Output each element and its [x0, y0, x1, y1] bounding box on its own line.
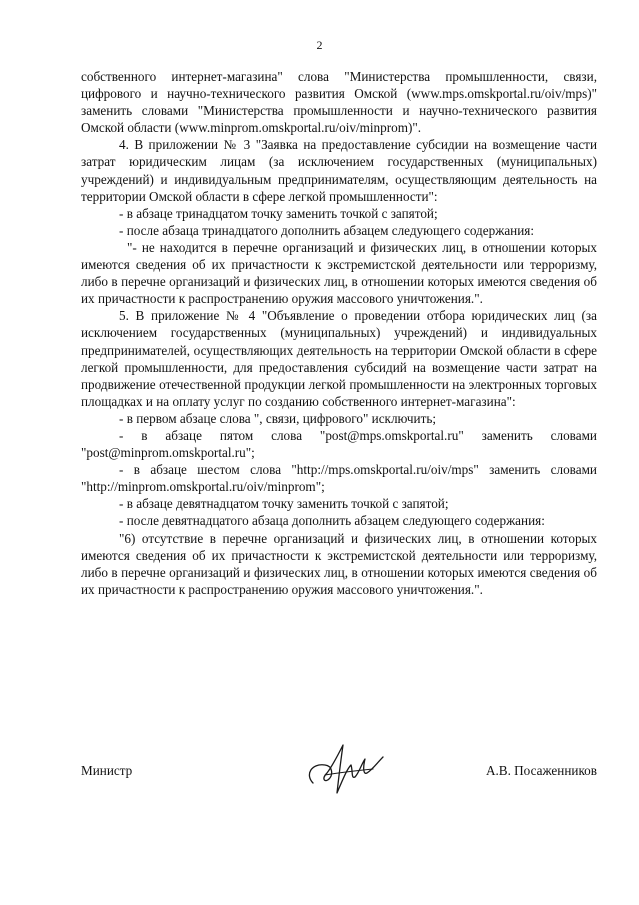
- paragraph-continuation: собственного интернет-магазина" слова "Министерства промышленности, связи, цифрового и научно-технического развития Омской (www.mps.omskportal.ru/oiv/mps)" заменить словами "Министерства промышленности и научно-технического развития Омской области (www.minprom.omskportal.ru/oiv/minprom)".: [81, 69, 597, 136]
- paragraph-amendment: - в первом абзаце слова ", связи, цифрового" исключить;: [119, 410, 437, 426]
- paragraph-amendment: - после девятнадцатого абзаца дополнить абзацем следующего содержания:: [119, 513, 545, 529]
- document-body: [81, 68, 597, 598]
- page-number: 2: [316, 38, 323, 52]
- paragraph-amendment: - в абзаце тринадцатом точку заменить точкой с запятой;: [119, 205, 438, 221]
- paragraph-quoted-text: "- не находится в перечне организаций и физических лиц, в отношении которых имеются сведения об их причастности к экстремистской деятельности или терроризму, либо в перечне организаций и физических лиц, в отношении которых имеются сведения об их причастности к распространению оружия массового уничтожения.".: [81, 239, 597, 307]
- signer-title: Министр: [81, 763, 133, 778]
- handwritten-signature: [303, 735, 393, 805]
- paragraph-amendment: - в абзаце девятнадцатом точку заменить точкой с запятой;: [119, 496, 449, 512]
- signature-block: [81, 763, 597, 823]
- paragraph-item-4: 4. В приложении № 3 "Заявка на предоставление субсидии на возмещение части затрат юридическим лицам (за исключением государственных (муниципальных) учреждений) и индивидуальным предпринимателям, осуществляющим деятельность на территории Омской области в сфере легкой промышленности":: [81, 137, 597, 204]
- paragraph-amendment: - в абзаце пятом слова "post@mps.omskportal.ru" заменить словами "post@minprom.omskportal.ru";: [81, 427, 597, 461]
- paragraph-amendment: - после абзаца тринадцатого дополнить абзацем следующего содержания:: [119, 222, 535, 238]
- paragraph-amendment: - в абзаце шестом слова "http://mps.omskportal.ru/oiv/mps" заменить словами "http://minprom.omskportal.ru/oiv/minprom";: [81, 462, 597, 495]
- signer-name: А.В. Посаженников: [485, 763, 597, 778]
- paragraph-quoted-text: "6) отсутствие в перечне организаций и физических лиц, в отношении которых имеются сведения об их причастности к экстремистской деятельности или терроризму, либо в перечне организаций и физических лиц, в отношении которых имеются сведения об их причастности к распространению оружия массового уничтожения.".: [81, 530, 597, 597]
- paragraph-item-5: 5. В приложение № 4 "Объявление о проведении отбора юридических лиц (за исключением государственных (муниципальных) учреждений) и индивидуальных предпринимателей, осуществляющих деятельность на территории Омской области в сфере легкой промышленности, для предоставления субсидий на возмещение части затрат на продвижение отечественной продукции легкой промышленности на электронных торговых площадках и на оплату услуг по созданию собственного интернет-магазина":: [81, 308, 597, 409]
